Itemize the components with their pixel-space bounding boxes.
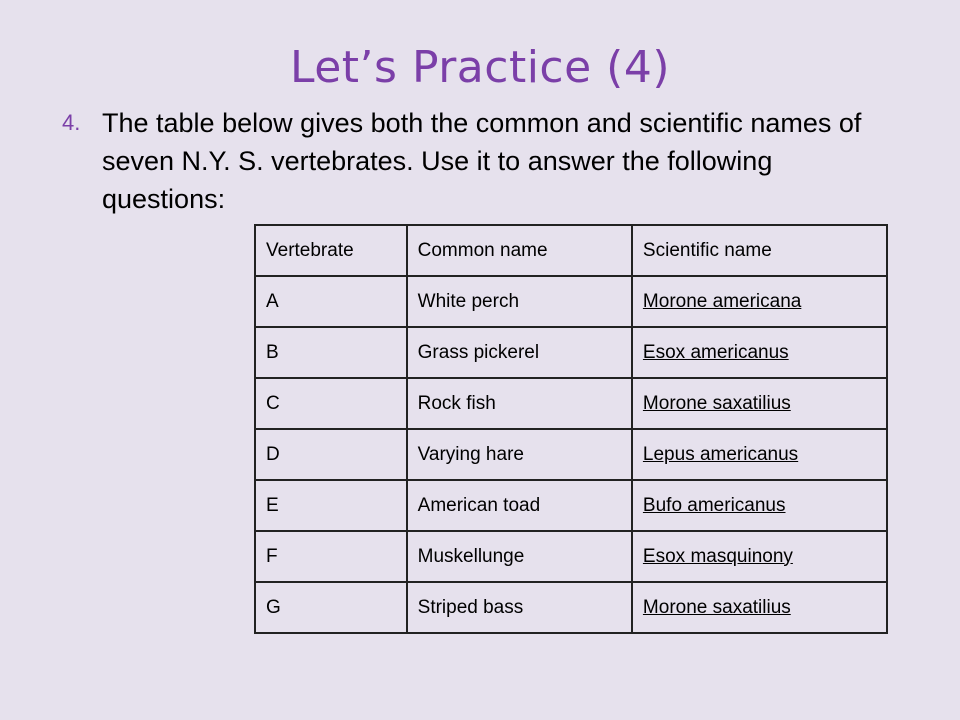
table-row xyxy=(255,480,887,531)
table-row xyxy=(255,429,887,480)
scientific-name-link[interactable]: Morone saxatilius xyxy=(642,392,791,414)
common-name-cell: Rock fish xyxy=(407,378,632,429)
table-row xyxy=(255,531,887,582)
question-block xyxy=(62,104,902,218)
vertebrate-cell: E xyxy=(255,480,407,531)
common-name-cell: Striped bass xyxy=(407,582,632,633)
scientific-name-cell xyxy=(632,480,887,531)
vertebrate-cell: B xyxy=(255,327,407,378)
header-common-name: Common name xyxy=(407,225,632,276)
vertebrate-cell: G xyxy=(255,582,407,633)
scientific-name-cell xyxy=(632,429,887,480)
table-header-row xyxy=(255,225,887,276)
slide-title: Let’s Practice (4) xyxy=(289,42,670,93)
scientific-name-link[interactable]: Esox americanus xyxy=(642,341,789,363)
common-name-cell: Muskellunge xyxy=(407,531,632,582)
common-name-cell: White perch xyxy=(407,276,632,327)
vertebrate-cell: A xyxy=(255,276,407,327)
question-number: 4. xyxy=(62,110,81,135)
scientific-name-link[interactable]: Morone saxatilius xyxy=(642,596,791,618)
header-scientific-name: Scientific name xyxy=(632,225,887,276)
table-row xyxy=(255,276,887,327)
scientific-name-link[interactable]: Lepus americanus xyxy=(642,443,799,465)
table-row xyxy=(255,582,887,633)
vertebrates-table xyxy=(254,224,888,634)
common-name-cell: Varying hare xyxy=(407,429,632,480)
common-name-cell: American toad xyxy=(407,480,632,531)
scientific-name-cell xyxy=(632,378,887,429)
scientific-name-link[interactable]: Morone americana xyxy=(642,290,802,312)
vertebrate-cell: C xyxy=(255,378,407,429)
scientific-name-cell xyxy=(632,531,887,582)
vertebrate-cell: D xyxy=(255,429,407,480)
header-vertebrate: Vertebrate xyxy=(255,225,407,276)
scientific-name-cell xyxy=(632,276,887,327)
scientific-name-link[interactable]: Esox masquinony xyxy=(642,545,793,567)
table-row xyxy=(255,378,887,429)
common-name-cell: Grass pickerel xyxy=(407,327,632,378)
scientific-name-cell xyxy=(632,582,887,633)
scientific-name-link[interactable]: Bufo americanus xyxy=(642,494,786,516)
question-text: The table below gives both the common and scientific names of seven N.Y. S. vertebrates. Use it to answer the following questions: xyxy=(102,108,862,214)
table-row xyxy=(255,327,887,378)
vertebrate-cell: F xyxy=(255,531,407,582)
scientific-name-cell xyxy=(632,327,887,378)
